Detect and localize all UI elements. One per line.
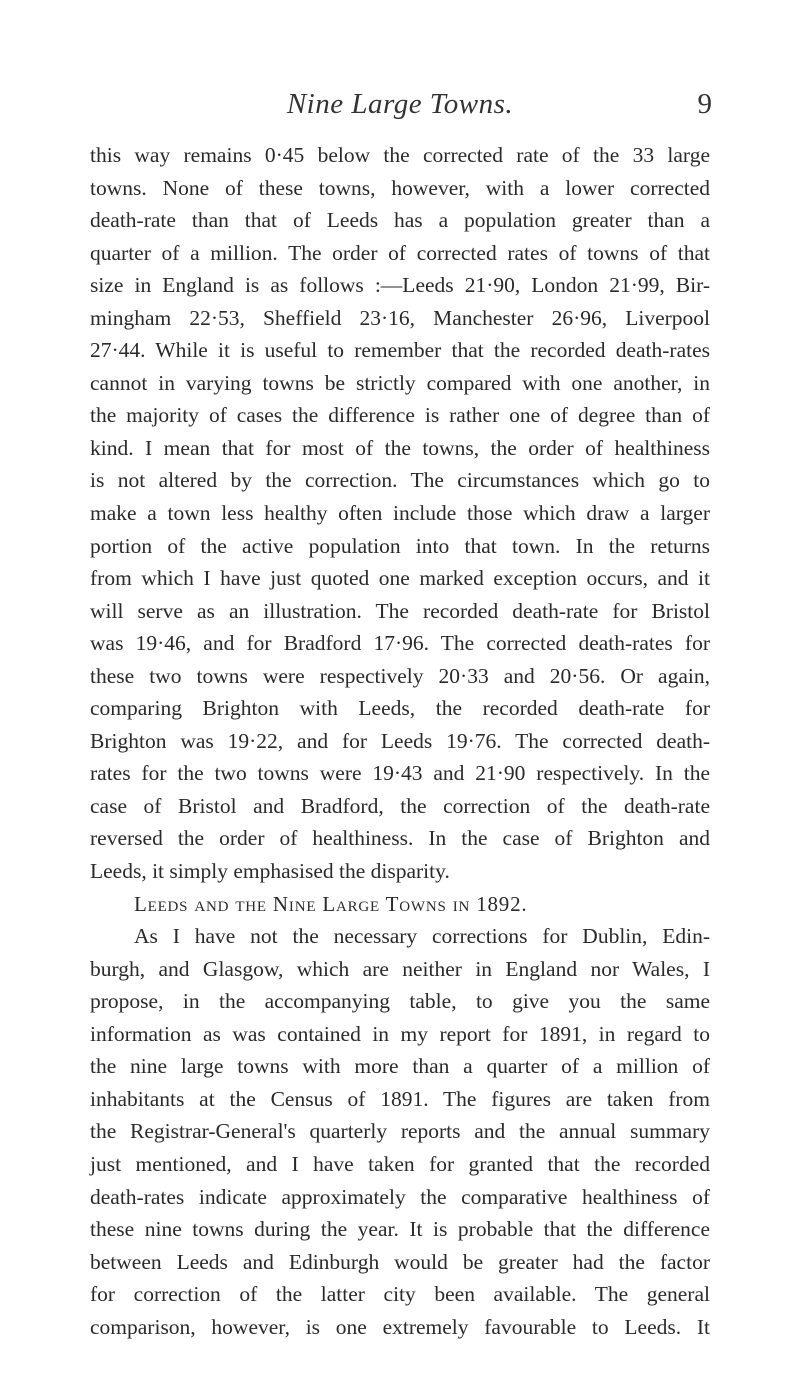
section-heading: Leeds and the Nine Large Towns in 1892. [134,891,528,916]
text-line: propose, in the accompanying table, to give you the same [90,989,710,1014]
text-line: mingham 22·53, Sheffield 23·16, Manchester 26·96, Liverpool [90,305,710,330]
page-number: 9 [697,88,712,120]
text-line: rates for the two towns were 19·43 and 21·90 respectively. In the [90,761,710,786]
text-line: is not altered by the correction. The circumstances which go to [90,468,710,493]
text-line: quarter of a million. The order of corrected rates of towns of that [90,240,710,265]
text-line: these two towns were respectively 20·33 and 20·56. Or again, [90,663,710,688]
text-line: just mentioned, and I have taken for granted that the recorded [90,1151,710,1176]
text-line: reversed the order of healthiness. In the case of Brighton and [90,826,710,851]
text-line: death-rate than that of Leeds has a population greater than a [90,208,710,233]
text-line: size in England is as follows :—Leeds 21·90, London 21·99, Bir- [90,273,710,298]
running-head [0,88,800,128]
text-line: death-rates indicate approximately the comparative healthiness of [90,1184,710,1209]
text-line: the nine large towns with more than a quarter of a million of [90,1054,710,1079]
text-line: comparing Brighton with Leeds, the recorded death-rate for [90,696,710,721]
text-line: cannot in varying towns be strictly compared with one another, in [90,370,710,395]
text-line: inhabitants at the Census of 1891. The figures are taken from [90,1086,710,1111]
text-line: kind. I mean that for most of the towns, the order of healthiness [90,435,710,460]
text-line: 27·44. While it is useful to remember that the recorded death-rates [90,338,710,363]
body-text [90,139,710,1343]
text-line: will serve as an illustration. The recorded death-rate for Bristol [90,598,710,623]
text-line: portion of the active population into that town. In the returns [90,533,710,558]
text-line: Leeds, it simply emphasised the disparity. [90,859,450,884]
text-line: was 19·46, and for Bradford 17·96. The corrected death-rates for [90,631,710,656]
text-line: the majority of cases the difference is rather one of degree than of [90,403,710,428]
text-line: this way remains 0·45 below the corrected rate of the 33 large [90,143,710,167]
text-line: the Registrar-General's quarterly reports and the annual summary [90,1119,710,1144]
text-line: burgh, and Glasgow, which are neither in England nor Wales, I [90,956,710,981]
text-line: from which I have just quoted one marked exception occurs, and it [90,566,710,591]
text-line: As I have not the necessary corrections for Dublin, Edin- [134,924,710,949]
text-line: comparison, however, is one extremely favourable to Leeds. It [90,1314,710,1339]
text-line: make a town less healthy often include those which draw a larger [90,501,710,526]
text-line: between Leeds and Edinburgh would be greater had the factor [90,1249,710,1274]
text-line: for correction of the latter city been available. The general [90,1282,710,1307]
running-title: Nine Large Towns. [286,88,514,120]
text-line: Brighton was 19·22, and for Leeds 19·76. The corrected death- [90,728,710,753]
text-line: towns. None of these towns, however, with a lower corrected [90,175,710,200]
text-line: case of Bristol and Bradford, the correction of the death-rate [90,793,710,818]
text-line: these nine towns during the year. It is probable that the difference [90,1217,710,1242]
text-line: information as was contained in my report for 1891, in regard to [90,1021,710,1046]
